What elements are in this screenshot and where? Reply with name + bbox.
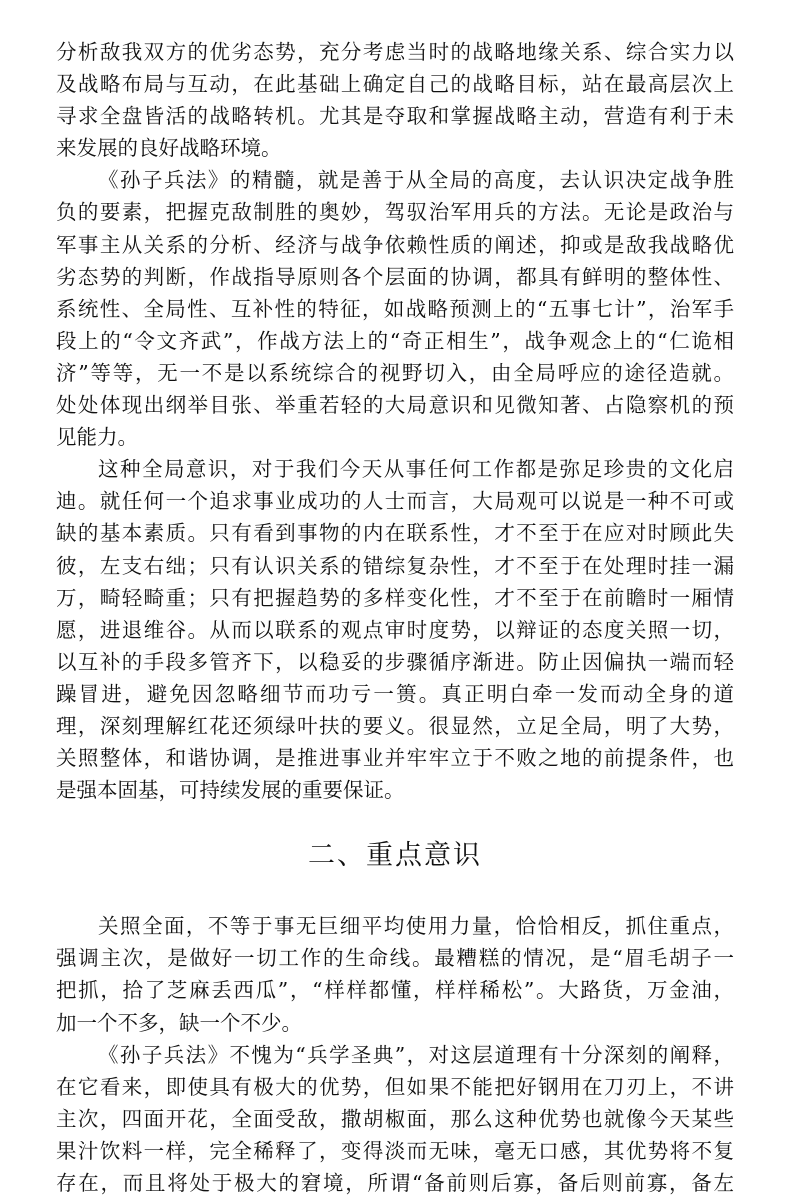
text-line: 把抓，拾了芝麻丢西瓜”，“样样都懂，样样稀松”。大路货，万金油， [56,978,734,1003]
paragraph-p4 [56,910,734,1038]
text-line: 万，畸轻畸重；只有把握趋势的多样变化性，才不至于在前瞻时一厢情 [56,585,734,610]
text-line: 见能力。 [56,425,138,450]
text-line: 加一个不多，缺一个不少。 [56,1010,302,1035]
text-line: 分析敌我双方的优劣态势，充分考虑当时的战略地缘关系、综合实力以 [56,40,734,64]
text-line: 来发展的良好战略环境。 [56,136,282,161]
text-line: 系统性、全局性、互补性的特征，如战略预测上的“五事七计”，治军手 [56,296,734,321]
text-line: 济”等等，无一不是以系统综合的视野切入，由全局呼应的途径造就。 [56,360,734,385]
paragraph-p3 [56,453,734,806]
text-line: 缺的基本素质。只有看到事物的内在联系性，才不至于在应对时顾此失 [56,521,734,546]
text-line: 这种全局意识，对于我们今天从事任何工作都是弥足珍贵的文化启 [98,457,734,482]
text-line: 《孙子兵法》的精髓，就是善于从全局的高度，去认识决定战争胜 [98,168,734,193]
body-text-bottom [56,910,734,1199]
text-line: 关照整体，和谐协调，是推进事业并牢牢立于不败之地的前提条件，也 [56,746,734,771]
text-line: 果汁饮料一样，完全稀释了，变得淡而无味，毫无口感，其优势将不复 [56,1138,734,1163]
document-page [56,36,734,1199]
text-line: 在它看来，即使具有极大的优势，但如果不能把好钢用在刀刃上，不讲 [56,1074,734,1099]
text-line: 关照全面，不等于事无巨细平均使用力量，恰恰相反，抓住重点， [98,914,734,939]
text-line: 以互补的手段多管齐下，以稳妥的步骤循序渐进。防止因偏执一端而轻 [56,649,734,674]
text-line: 彼，左支右绌；只有认识关系的错综复杂性，才不至于在处理时挂一漏 [56,553,734,578]
text-line: 存在，而且将处于极大的窘境，所谓“备前则后寡，备后则前寡，备左 [56,1171,734,1195]
text-line: 愿，进退维谷。从而以联系的观点审时度势，以辩证的态度关照一切， [56,617,734,642]
text-line: 劣态势的判断，作战指导原则各个层面的协调，都具有鲜明的整体性、 [56,264,734,289]
text-line: 寻求全盘皆活的战略转机。尤其是夺取和掌握战略主动，营造有利于未 [56,104,734,129]
text-line: 理，深刻理解红花还须绿叶扶的要义。很显然，立足全局，明了大势， [56,713,734,738]
section-heading: 二、重点意识 [308,840,482,872]
text-line: 躁冒进，避免因忽略细节而功亏一篑。真正明白牵一发而动全身的道 [56,681,734,706]
text-line: 迪。就任何一个追求事业成功的人士而言，大局观可以说是一种不可或 [56,489,734,514]
paragraph-p2 [56,164,734,453]
paragraph-p1 [56,36,734,164]
text-line: 军事主从关系的分析、经济与战争依赖性质的阐述，抑或是敌我战略优 [56,232,734,257]
text-line: 《孙子兵法》不愧为“兵学圣典”，对这层道理有十分深刻的阐释， [98,1042,734,1067]
text-line: 负的要素，把握克敌制胜的奥妙，驾驭治军用兵的方法。无论是政治与 [56,200,734,225]
paragraph-p5 [56,1039,734,1199]
text-line: 及战略布局与互动，在此基础上确定自己的战略目标，站在最高层次上 [56,72,734,97]
text-line: 段上的“令文齐武”，作战方法上的“奇正相生”，战争观念上的“仁诡相 [56,328,734,353]
text-line: 处处体现出纲举目张、举重若轻的大局意识和见微知著、占隐察机的预 [56,393,734,418]
text-line: 主次，四面开花，全面受敌，撒胡椒面，那么这种优势也就像今天某些 [56,1106,734,1131]
text-line: 强调主次，是做好一切工作的生命线。最糟糕的情况，是“眉毛胡子一 [56,946,734,971]
text-line: 是强本固基，可持续发展的重要保证。 [56,778,405,803]
body-text-top [56,36,734,806]
